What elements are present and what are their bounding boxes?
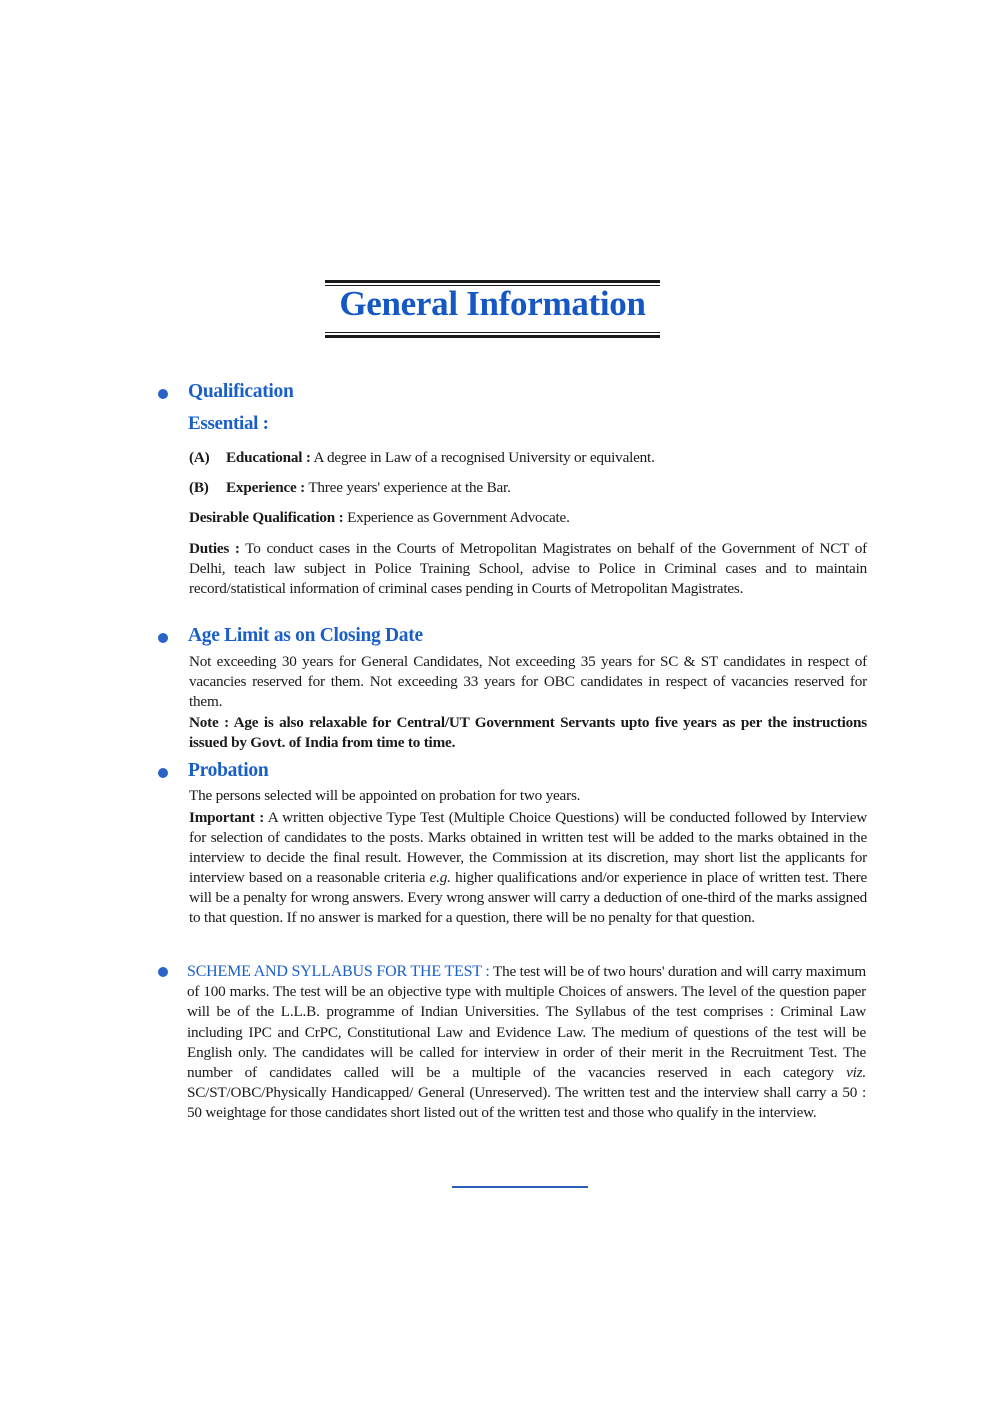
age-note: Note : Age is also relaxable for Central/UT Government Servants upto five years as per the instructions issued by Govt. of India from time to time. (189, 714, 867, 751)
bullet-icon (158, 768, 168, 778)
important-lead: Important : (189, 809, 265, 826)
page-title: General Information (339, 284, 646, 323)
scheme-heading: SCHEME AND SYLLABUS FOR THE TEST : (187, 963, 490, 980)
desirable-qualification (189, 508, 867, 528)
eg-text: e.g. (429, 869, 451, 886)
item-text: Three years' experience at the Bar. (305, 479, 511, 496)
probation-text: The persons selected will be appointed on probation for two years. (189, 787, 581, 804)
bullet-icon (158, 633, 168, 643)
duties-text: To conduct cases in the Courts of Metropolitan Magistrates on behalf of the Government of NCT of Delhi, teach law subject in Police Training School, advise to Police in Criminal cases and to maintain record/statistical information of criminal cases pending in Courts of Metropolitan Magistrates. (189, 540, 867, 597)
desirable-lead: Desirable Qualification : (189, 509, 344, 526)
important-text: A written objective Type Test (Multiple Choice Questions) will be conducted followed by Interview for selection of candidates to the posts. Marks obtained in written test will be added to the marks obtained in the interview to decide the final result. However, the Commission at its discretion, may short list the applicants for interview based on a reasonable criteria (189, 809, 867, 886)
probation-heading: Probation (188, 760, 269, 781)
duties-paragraph (189, 539, 867, 599)
age-limit-text: Not exceeding 30 years for General Candidates, Not exceeding 35 years for SC & ST candidates in respect of vacancies reserved for them. Not exceeding 33 years for OBC candidates in respect of vacancies reserved for them. (189, 653, 867, 710)
end-divider (452, 1186, 588, 1188)
educational-item (189, 448, 867, 468)
bullet-icon (158, 389, 168, 399)
item-lead: Educational : (226, 449, 311, 466)
item-label: (A) (189, 449, 210, 466)
age-limit-heading: Age Limit as on Closing Date (188, 625, 423, 646)
bullet-icon (158, 967, 168, 977)
scheme-text: The test will be of two hours' duration and will carry maximum of 100 marks. The test will be an objective type with multiple Choices of answers. The level of the question paper will be of the L.L.B. programme of Indian Universities. The Syllabus of the test comprises : Criminal Law including IPC and CrPC, Constitutional Law and Evidence Law. The medium of questions of the test will be English only. The candidates will be called for interview in order of their merit in the Recruitment Test. The number of candidates called will be a multiple of the vacancies reserved in each category (187, 963, 866, 1082)
important-paragraph (189, 808, 867, 928)
title-rule-bottom (325, 332, 660, 338)
viz-text: viz. (846, 1064, 866, 1082)
important-text-cont: higher qualifications and/or experience in place of written test. There will be a penalty for wrong answers. Every wrong answer will carry a deduction of one-third of the marks assigned to that question. If no answer is marked for a question, there will be no penalty for that question. (189, 869, 868, 926)
qualification-heading: Qualification (188, 381, 294, 402)
experience-item (189, 478, 867, 498)
duties-lead: Duties : (189, 540, 240, 557)
item-label: (B) (189, 479, 209, 496)
item-lead: Experience : (226, 479, 305, 496)
scheme-text-cont: SC/ST/OBC/Physically Handicapped/ General (Unreserved). The written test and the interview shall carry a 50 : 50 weightage for those candidates short listed out of the written test and those who qualify in the interview. (187, 1084, 866, 1122)
essential-heading: Essential : (188, 413, 269, 434)
desirable-text: Experience as Government Advocate. (343, 509, 570, 526)
item-text: A degree in Law of a recognised University or equivalent. (310, 449, 655, 466)
scheme-paragraph (187, 962, 866, 1124)
